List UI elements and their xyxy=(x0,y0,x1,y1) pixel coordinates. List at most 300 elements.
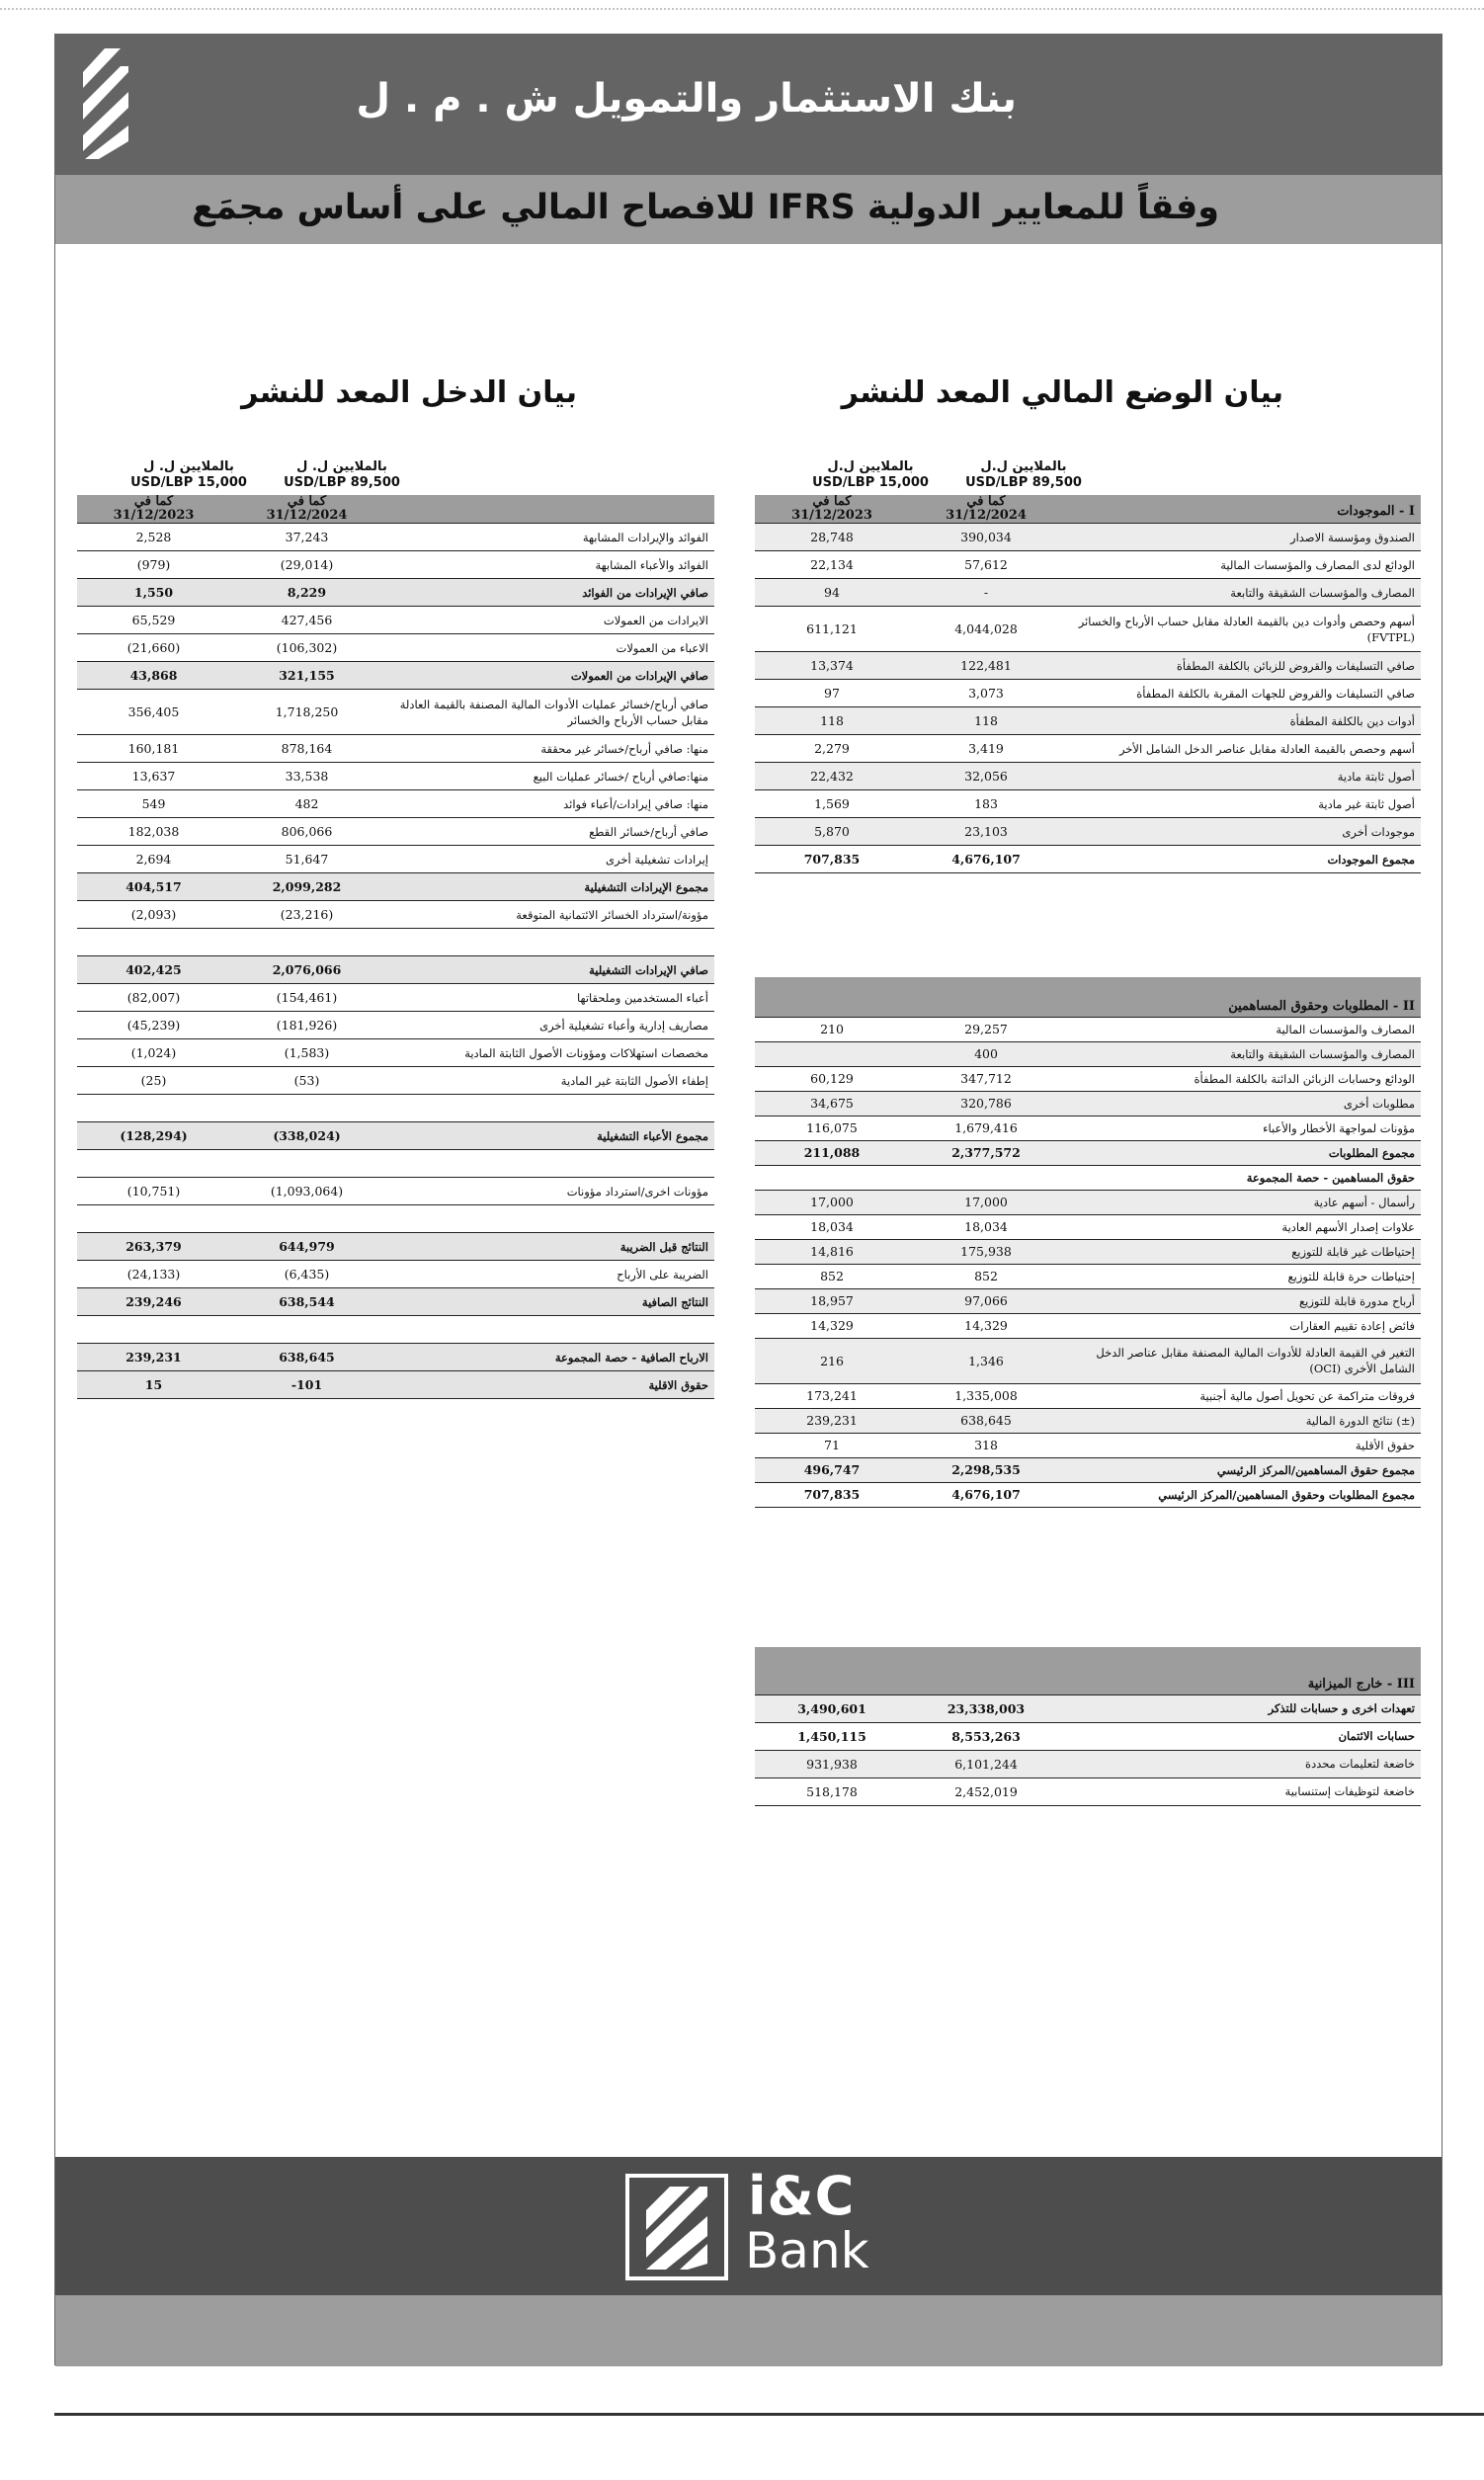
footer-band-light xyxy=(55,2295,1442,2366)
offbalance-section-header: III - خارج الميزانية xyxy=(1063,1647,1421,1695)
row-label: مؤونات اخرى/استرداد مؤونات xyxy=(383,1178,714,1205)
income-col2-date: 31/12/2023 xyxy=(113,508,195,523)
liab-hd-blank-1 xyxy=(755,977,909,1017)
income-header-row xyxy=(77,495,714,524)
value-2023: 707,835 xyxy=(755,1482,909,1507)
spacer-row xyxy=(77,1316,714,1344)
row-label: أسهم وحصص وأدوات دين بالقيمة العادلة مقابل حساب الأرباح والخسائر (FVTPL) xyxy=(1063,607,1421,652)
income-row xyxy=(77,551,714,579)
value-2023: 211,088 xyxy=(755,1140,909,1165)
row-label: مخصصات استهلاكات ومؤونات الأصول الثابتة المادية xyxy=(383,1039,714,1067)
balance-col1-asof: كما في xyxy=(966,495,1006,509)
income-row xyxy=(77,901,714,929)
row-label: (±) نتائج الدورة المالية xyxy=(1063,1408,1421,1433)
row-label: صافي الإيرادات من العمولات xyxy=(383,662,714,690)
value-2024: 638,645 xyxy=(230,1344,383,1371)
row-label: المصارف والمؤسسات الشقيقة والتابعة xyxy=(1063,579,1421,607)
row-label: الفوائد والأعباء المشابهة xyxy=(383,551,714,579)
spacer-cell xyxy=(230,1150,383,1178)
income-row xyxy=(77,1067,714,1095)
value-2023: 71 xyxy=(755,1433,909,1457)
bank-header xyxy=(55,35,1442,175)
value-2024: 17,000 xyxy=(909,1190,1063,1214)
income-row xyxy=(77,790,714,818)
value-2023: 210 xyxy=(755,1017,909,1041)
value-2024: 320,786 xyxy=(909,1091,1063,1116)
income-col2-rate: USD/LBP 15,000 xyxy=(130,475,247,490)
value-2024: 2,377,572 xyxy=(909,1140,1063,1165)
spacer-cell xyxy=(230,1095,383,1122)
row-label: إحتياطات حرة قابلة للتوزيع xyxy=(1063,1264,1421,1288)
footer-band xyxy=(55,2157,1442,2295)
income-col1-unit-text: بالملايين ل. ل xyxy=(296,459,387,474)
row-label: النتائج قبل الضريبة xyxy=(383,1233,714,1261)
row-label: علاوات إصدار الأسهم العادية xyxy=(1063,1214,1421,1239)
income-row xyxy=(77,524,714,551)
equity-row xyxy=(755,1313,1421,1338)
value-2023: 239,231 xyxy=(77,1344,230,1371)
liabilities-section-header: II - المطلوبات وحقوق المساهمين xyxy=(1063,977,1421,1017)
row-label: منها:صافي أرباح /خسائر عمليات البيع xyxy=(383,763,714,790)
value-2023: 14,816 xyxy=(755,1239,909,1264)
row-label: تعهدات اخرى و حسابات للتذكر xyxy=(1063,1695,1421,1722)
liab-hd-blank-2 xyxy=(909,977,1063,1017)
value-2023: 1,569 xyxy=(755,790,909,818)
value-2023: 18,957 xyxy=(755,1288,909,1313)
value-2024: (154,461) xyxy=(230,984,383,1012)
balance-col1-date: 31/12/2024 xyxy=(946,508,1027,523)
row-label: فروقات متراكمة عن تحويل أصول مالية أجنبية xyxy=(1063,1383,1421,1408)
row-label: إيرادات تشغيلية أخرى xyxy=(383,846,714,873)
spacer-cell xyxy=(77,1205,230,1233)
income-row xyxy=(77,735,714,763)
spacer-cell xyxy=(230,1316,383,1344)
balance-col2-unit-text: بالملايين ل.ل xyxy=(827,459,914,474)
income-row xyxy=(77,1371,714,1399)
equity-row xyxy=(755,1214,1421,1239)
value-2023: 1,550 xyxy=(77,579,230,607)
value-2024: 4,044,028 xyxy=(909,607,1063,652)
value-2023: 611,121 xyxy=(755,607,909,652)
row-label: حقوق الاقلية xyxy=(383,1371,714,1399)
row-label: صافي التسليفات والقروض للجهات المقربة بالكلفة المطفأة xyxy=(1063,680,1421,707)
statement-frame xyxy=(54,34,1443,2365)
spacer-cell xyxy=(77,929,230,956)
subsection-header-row xyxy=(755,1165,1421,1190)
row-label: مؤونات لمواجهة الأخطار والأعباء xyxy=(1063,1116,1421,1140)
value-2024: 878,164 xyxy=(230,735,383,763)
row-label: رأسمال - أسهم عادية xyxy=(1063,1190,1421,1214)
value-2023: 160,181 xyxy=(77,735,230,763)
value-2023: 28,748 xyxy=(755,524,909,551)
value-2023: 263,379 xyxy=(77,1233,230,1261)
balance-col1-unit-text: بالملايين ل.ل xyxy=(980,459,1067,474)
balance-col2-header xyxy=(755,495,909,524)
row-label: الفوائد والإيرادات المشابهة xyxy=(383,524,714,551)
spacer-row xyxy=(77,1095,714,1122)
row-label: الودائع لدى المصارف والمؤسسات المالية xyxy=(1063,551,1421,579)
stripes-logo-icon xyxy=(79,48,128,159)
liability-row xyxy=(755,1140,1421,1165)
asset-row xyxy=(755,680,1421,707)
income-row xyxy=(77,873,714,901)
balance-sheet-title: بيان الوضع المالي المعد للنشر xyxy=(841,375,1283,410)
assets-section-header: I - الموجودات xyxy=(1063,495,1421,524)
value-2024: 14,329 xyxy=(909,1313,1063,1338)
equity-row xyxy=(755,1408,1421,1433)
value-2023: 931,938 xyxy=(755,1750,909,1777)
value-2023: 852 xyxy=(755,1264,909,1288)
value-2024: 18,034 xyxy=(909,1214,1063,1239)
spacer-cell xyxy=(383,929,714,956)
income-row xyxy=(77,1261,714,1288)
row-label: مجموع حقوق المساهمين/المركز الرئيسي xyxy=(1063,1457,1421,1482)
value-2024: 400 xyxy=(909,1041,1063,1066)
income-col2-asof: كما في xyxy=(133,495,174,509)
value-2024: 6,101,244 xyxy=(909,1750,1063,1777)
income-row xyxy=(77,1344,714,1371)
spacer-cell xyxy=(77,1150,230,1178)
row-label: منها: صافي أرباح/خسائر غير محققة xyxy=(383,735,714,763)
value-2023: 239,246 xyxy=(77,1288,230,1316)
income-row xyxy=(77,1233,714,1261)
row-label: مصاريف إدارية وأعباء تشغيلية أخرى xyxy=(383,1012,714,1039)
value-2024: 37,243 xyxy=(230,524,383,551)
row-label: خاضعة لتعليمات محددة xyxy=(1063,1750,1421,1777)
value-2024: 175,938 xyxy=(909,1239,1063,1264)
value-2023: (45,239) xyxy=(77,1012,230,1039)
income-row xyxy=(77,1288,714,1316)
value-2023: (25) xyxy=(77,1067,230,1095)
bottom-rule xyxy=(54,2413,1484,2416)
value-2024: 51,647 xyxy=(230,846,383,873)
subtitle-band xyxy=(55,175,1442,244)
value-2023: (21,660) xyxy=(77,634,230,662)
value-2024: 29,257 xyxy=(909,1017,1063,1041)
income-row xyxy=(77,1122,714,1150)
asset-row xyxy=(755,551,1421,579)
spacer-cell xyxy=(230,929,383,956)
row-label: الضريبة على الأرباح xyxy=(383,1261,714,1288)
row-label: أصول ثابتة مادية xyxy=(1063,763,1421,790)
row-label: صافي التسليفات والقروض للزبائن بالكلفة المطفأة xyxy=(1063,652,1421,680)
value-2023: 13,374 xyxy=(755,652,909,680)
value-2024: 2,452,019 xyxy=(909,1777,1063,1805)
value-2023: 60,129 xyxy=(755,1066,909,1091)
value-2024: 4,676,107 xyxy=(909,846,1063,873)
row-label: خاضعة لتوظيفات إستنسابية xyxy=(1063,1777,1421,1805)
row-label: المصارف والمؤسسات الشقيقة والتابعة xyxy=(1063,1041,1421,1066)
offbalance-row xyxy=(755,1722,1421,1750)
row-label: أرباح مدورة قابلة للتوزيع xyxy=(1063,1288,1421,1313)
value-2023: 173,241 xyxy=(755,1383,909,1408)
income-row xyxy=(77,818,714,846)
equity-row xyxy=(755,1338,1421,1383)
row-label: صافي أرباح/خسائر القطع xyxy=(383,818,714,846)
value-2023: 118 xyxy=(755,707,909,735)
row-label: المصارف والمؤسسات المالية xyxy=(1063,1017,1421,1041)
equity-row xyxy=(755,1383,1421,1408)
offbalance-row xyxy=(755,1777,1421,1805)
value-2024: 318 xyxy=(909,1433,1063,1457)
value-2023: 496,747 xyxy=(755,1457,909,1482)
value-2024: 33,538 xyxy=(230,763,383,790)
balance-col1-header xyxy=(909,495,1063,524)
offbalance-row xyxy=(755,1750,1421,1777)
value-2023: 356,405 xyxy=(77,690,230,735)
brand-name-bottom: Bank xyxy=(745,2222,869,2279)
row-label: مجموع الأعباء التشغيلية xyxy=(383,1122,714,1150)
value-2023: 18,034 xyxy=(755,1214,909,1239)
value-2023: 34,675 xyxy=(755,1091,909,1116)
value-2023: (128,294) xyxy=(77,1122,230,1150)
value-2024: 23,338,003 xyxy=(909,1695,1063,1722)
value-2023: 94 xyxy=(755,579,909,607)
value-2024: 1,335,008 xyxy=(909,1383,1063,1408)
value-2024: -101 xyxy=(230,1371,383,1399)
off-balance-table xyxy=(755,1647,1421,1806)
income-row xyxy=(77,1012,714,1039)
row-label: موجودات أخرى xyxy=(1063,818,1421,846)
offbalance-row xyxy=(755,1695,1421,1722)
income-row xyxy=(77,763,714,790)
spacer-cell xyxy=(77,1095,230,1122)
row-label: الارباح الصافية - حصة المجموعة xyxy=(383,1344,714,1371)
equity-row xyxy=(755,1482,1421,1507)
value-2023: 402,425 xyxy=(77,956,230,984)
value-2023: 707,835 xyxy=(755,846,909,873)
row-label: إطفاء الأصول الثابتة غير المادية xyxy=(383,1067,714,1095)
asset-row xyxy=(755,818,1421,846)
value-2024: 390,034 xyxy=(909,524,1063,551)
asset-row xyxy=(755,790,1421,818)
income-statement-title: بيان الدخل المعد للنشر xyxy=(241,375,577,410)
top-cut-line xyxy=(0,0,1484,10)
income-row xyxy=(77,634,714,662)
value-2024: 1,679,416 xyxy=(909,1116,1063,1140)
offbalance-header-row xyxy=(755,1647,1421,1695)
value-2023: (979) xyxy=(77,551,230,579)
balance-col1-rate: USD/LBP 89,500 xyxy=(965,475,1082,490)
income-statement-table xyxy=(77,495,714,1399)
value-2023: 549 xyxy=(77,790,230,818)
value-2024: (29,014) xyxy=(230,551,383,579)
value-2024: 321,155 xyxy=(230,662,383,690)
income-col1-header xyxy=(230,495,383,524)
value-2024: (1,583) xyxy=(230,1039,383,1067)
row-label: الاعباء من العمولات xyxy=(383,634,714,662)
income-col1-rate: USD/LBP 89,500 xyxy=(284,475,400,490)
row-label: مجموع المطلوبات وحقوق المساهمين/المركز الرئيسي xyxy=(1063,1482,1421,1507)
value-2024: 97,066 xyxy=(909,1288,1063,1313)
row-label: صافي الإيرادات من الفوائد xyxy=(383,579,714,607)
equity-section-header: حقوق المساهمين - حصة المجموعة xyxy=(1063,1165,1421,1190)
income-row xyxy=(77,956,714,984)
value-2024: (23,216) xyxy=(230,901,383,929)
liability-row xyxy=(755,1091,1421,1116)
row-label: فائض إعادة تقييم العقارات xyxy=(1063,1313,1421,1338)
value-2023: 404,517 xyxy=(77,873,230,901)
balance-sheet-table xyxy=(755,495,1421,873)
asset-row xyxy=(755,707,1421,735)
balance-header-row xyxy=(755,495,1421,524)
income-label-header xyxy=(383,495,714,524)
spacer-cell xyxy=(383,1150,714,1178)
value-2023: 5,870 xyxy=(755,818,909,846)
value-2023: 13,637 xyxy=(77,763,230,790)
spacer-cell xyxy=(755,1165,909,1190)
row-label: أسهم وحصص بالقيمة العادلة مقابل عناصر الدخل الشامل الأخر xyxy=(1063,735,1421,763)
liability-row xyxy=(755,1017,1421,1041)
equity-row xyxy=(755,1433,1421,1457)
income-row xyxy=(77,1039,714,1067)
value-2024: 644,979 xyxy=(230,1233,383,1261)
value-2023: 3,490,601 xyxy=(755,1695,909,1722)
liability-row xyxy=(755,1116,1421,1140)
value-2023: 239,231 xyxy=(755,1408,909,1433)
brand-logo xyxy=(624,2165,901,2283)
row-label: حسابات الائتمان xyxy=(1063,1722,1421,1750)
value-2023: 22,134 xyxy=(755,551,909,579)
asset-row xyxy=(755,524,1421,551)
row-label: إحتياطات غير قابلة للتوزيع xyxy=(1063,1239,1421,1264)
spacer-cell xyxy=(383,1316,714,1344)
value-2024: 3,419 xyxy=(909,735,1063,763)
value-2023: (82,007) xyxy=(77,984,230,1012)
spacer-row xyxy=(77,1205,714,1233)
value-2024: 3,073 xyxy=(909,680,1063,707)
value-2023: 216 xyxy=(755,1338,909,1383)
value-2024: 806,066 xyxy=(230,818,383,846)
value-2024: 1,346 xyxy=(909,1338,1063,1383)
value-2024: (338,024) xyxy=(230,1122,383,1150)
asset-row xyxy=(755,607,1421,652)
row-label: الصندوق ومؤسسة الاصدار xyxy=(1063,524,1421,551)
value-2023: 97 xyxy=(755,680,909,707)
value-2024: 482 xyxy=(230,790,383,818)
value-2024: 1,718,250 xyxy=(230,690,383,735)
row-label: التغير في القيمة العادلة للأدوات المالية المصنفة مقابل عناصر الدخل الشامل الأخرى (OCI) xyxy=(1063,1338,1421,1383)
value-2023: 65,529 xyxy=(77,607,230,634)
value-2023: 116,075 xyxy=(755,1116,909,1140)
spacer-cell xyxy=(909,1165,1063,1190)
asset-row xyxy=(755,652,1421,680)
bank-name: بنك الاستثمار والتمويل ش . م . ل xyxy=(356,76,1017,122)
liability-row xyxy=(755,1041,1421,1066)
asset-row xyxy=(755,579,1421,607)
bank-mark-icon xyxy=(624,2173,729,2281)
income-col2-unit xyxy=(115,459,263,491)
value-2024: (6,435) xyxy=(230,1261,383,1288)
liability-row xyxy=(755,1066,1421,1091)
value-2024: 8,553,263 xyxy=(909,1722,1063,1750)
ifrs-subtitle: وفقاً للمعايير الدولية IFRS للافصاح المالي على أساس مجمَع xyxy=(192,188,1219,227)
value-2023: 2,528 xyxy=(77,524,230,551)
row-label: منها: صافي إيرادات/أعباء فوائد xyxy=(383,790,714,818)
value-2024: (1,093,064) xyxy=(230,1178,383,1205)
value-2023: 43,868 xyxy=(77,662,230,690)
value-2024: 2,099,282 xyxy=(230,873,383,901)
income-row xyxy=(77,846,714,873)
asset-row xyxy=(755,846,1421,873)
value-2024: (106,302) xyxy=(230,634,383,662)
equity-row xyxy=(755,1264,1421,1288)
row-label: مطلوبات أخرى xyxy=(1063,1091,1421,1116)
row-label: حقوق الأقلية xyxy=(1063,1433,1421,1457)
income-row xyxy=(77,984,714,1012)
equity-row xyxy=(755,1239,1421,1264)
value-2023: 518,178 xyxy=(755,1777,909,1805)
income-row xyxy=(77,690,714,735)
income-row xyxy=(77,662,714,690)
value-2024: 122,481 xyxy=(909,652,1063,680)
equity-row xyxy=(755,1190,1421,1214)
row-label: مجموع الإيرادات التشغيلية xyxy=(383,873,714,901)
income-col1-unit xyxy=(268,459,416,491)
balance-col2-date: 31/12/2023 xyxy=(791,508,872,523)
off-hd-blank-2 xyxy=(909,1647,1063,1695)
row-label: أعباء المستخدمين وملحقاتها xyxy=(383,984,714,1012)
equity-row xyxy=(755,1457,1421,1482)
spacer-cell xyxy=(383,1095,714,1122)
value-2023: 14,329 xyxy=(755,1313,909,1338)
row-label: الودائع وحسابات الزبائن الدائنة بالكلفة المطفأة xyxy=(1063,1066,1421,1091)
value-2024: 347,712 xyxy=(909,1066,1063,1091)
row-label: أدوات دين بالكلفة المطفأة xyxy=(1063,707,1421,735)
spacer-cell xyxy=(383,1205,714,1233)
row-label: صافي أرباح/خسائر عمليات الأدوات المالية المصنفة بالقيمة العادلة مقابل حساب الأرباح والخسائر xyxy=(383,690,714,735)
spacer-cell xyxy=(77,1316,230,1344)
balance-col2-asof: كما في xyxy=(812,495,852,509)
value-2023: 17,000 xyxy=(755,1190,909,1214)
value-2023: 2,694 xyxy=(77,846,230,873)
off-hd-blank-1 xyxy=(755,1647,909,1695)
balance-col2-rate: USD/LBP 15,000 xyxy=(812,475,929,490)
value-2023: (1,024) xyxy=(77,1039,230,1067)
value-2024: (181,926) xyxy=(230,1012,383,1039)
value-2023: 182,038 xyxy=(77,818,230,846)
value-2023: (24,133) xyxy=(77,1261,230,1288)
value-2024: 8,229 xyxy=(230,579,383,607)
asset-row xyxy=(755,763,1421,790)
value-2024: 427,456 xyxy=(230,607,383,634)
value-2023: 1,450,115 xyxy=(755,1722,909,1750)
row-label: صافي الإيرادات التشغيلية xyxy=(383,956,714,984)
balance-col1-unit xyxy=(949,459,1098,491)
income-col2-unit-text: بالملايين ل. ل xyxy=(143,459,234,474)
row-label: مجموع الموجودات xyxy=(1063,846,1421,873)
row-label: الايرادات من العمولات xyxy=(383,607,714,634)
row-label: مؤونة/استرداد الخسائر الائتمانية المتوقعة xyxy=(383,901,714,929)
value-2023: 15 xyxy=(77,1371,230,1399)
income-col1-date: 31/12/2024 xyxy=(266,508,348,523)
spacer-row xyxy=(77,929,714,956)
value-2024: 183 xyxy=(909,790,1063,818)
brand-name-top: i&C xyxy=(748,2165,856,2227)
spacer-row xyxy=(77,1150,714,1178)
value-2023 xyxy=(755,1041,909,1066)
value-2024: 23,103 xyxy=(909,818,1063,846)
value-2024: 852 xyxy=(909,1264,1063,1288)
value-2024: 638,645 xyxy=(909,1408,1063,1433)
liabilities-table xyxy=(755,977,1421,1508)
spacer-cell xyxy=(230,1205,383,1233)
value-2024: 118 xyxy=(909,707,1063,735)
value-2024: 638,544 xyxy=(230,1288,383,1316)
value-2024: (53) xyxy=(230,1067,383,1095)
value-2023: 2,279 xyxy=(755,735,909,763)
income-col1-asof: كما في xyxy=(287,495,327,509)
